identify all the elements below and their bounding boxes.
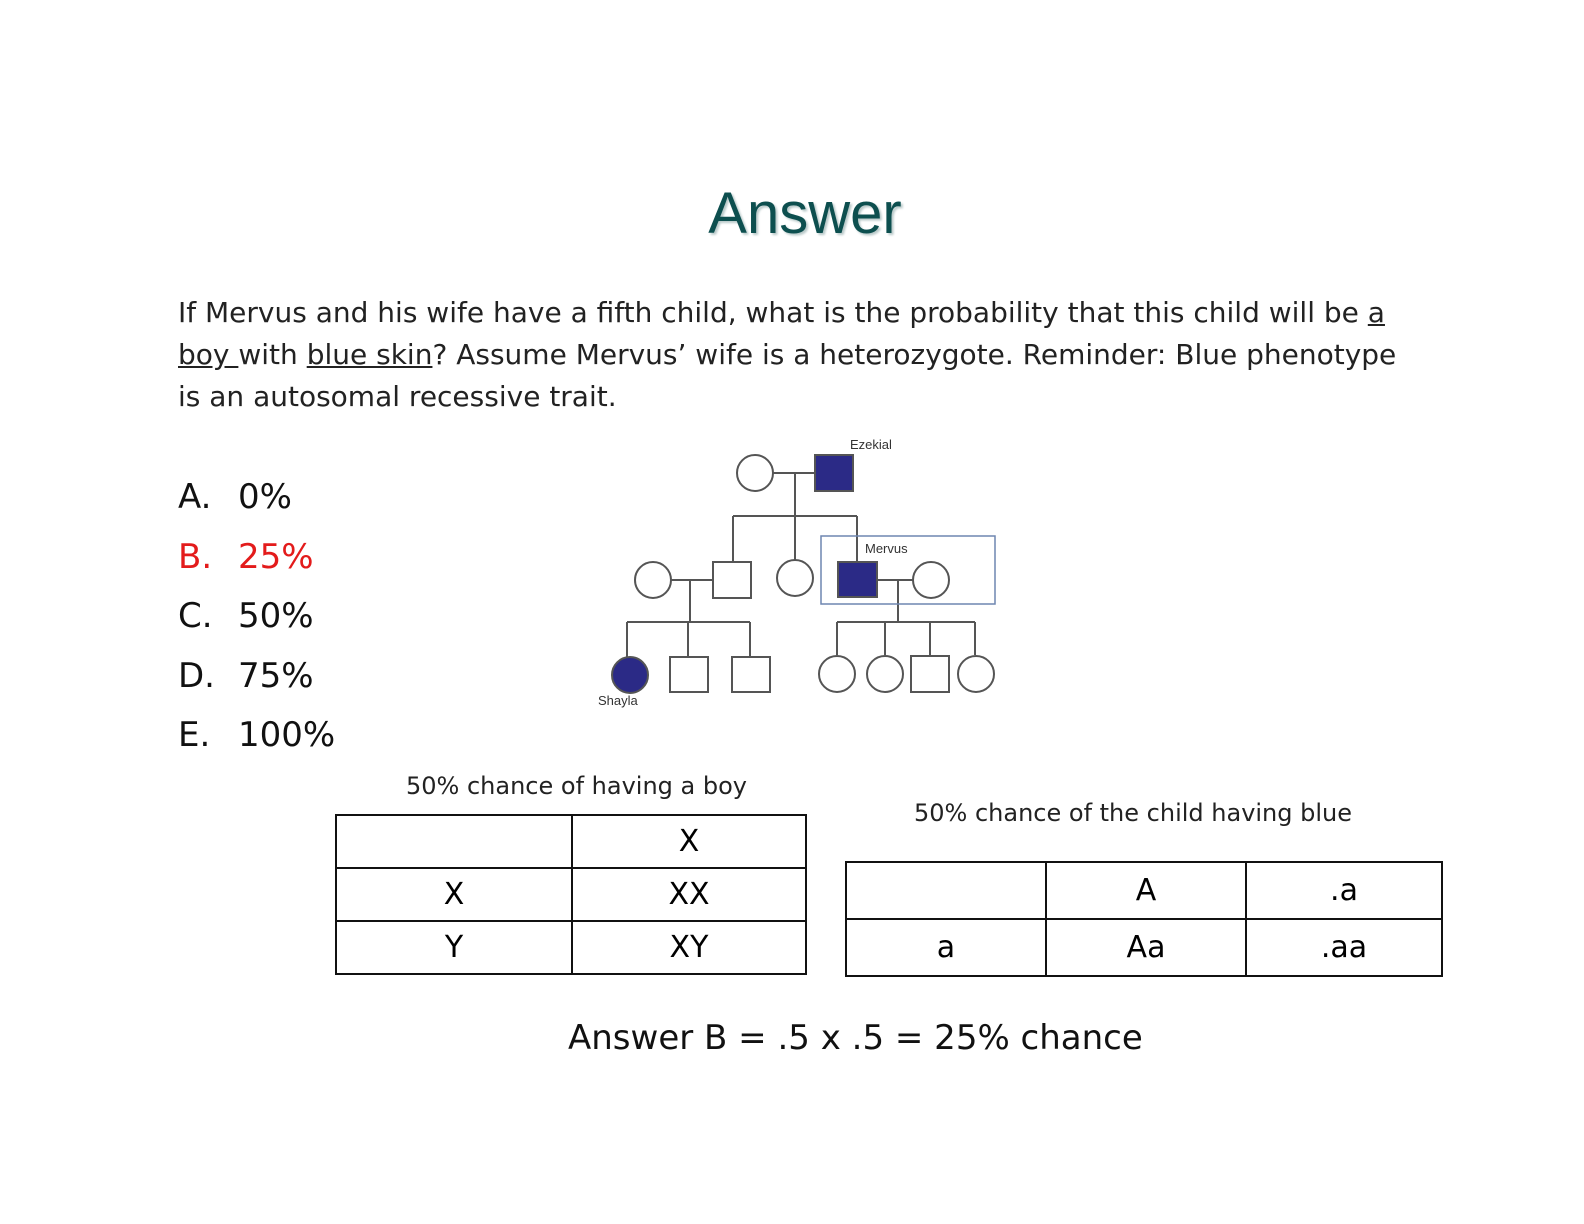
option-d: [178, 651, 335, 711]
option-b-correct: [178, 532, 335, 592]
table-row: [846, 919, 1442, 976]
shayla-label: Shayla: [598, 693, 638, 708]
option-text: 75%: [238, 655, 314, 696]
trait-punnett-square: [845, 861, 1443, 977]
question-underline-blue-skin: blue skin: [306, 338, 433, 371]
table-cell: a: [846, 919, 1046, 976]
ezekial-label: Ezekial: [850, 437, 892, 452]
table-cell: Aa: [1046, 919, 1246, 976]
pedigree-chart: [580, 430, 1020, 720]
option-letter: E.: [178, 715, 211, 755]
question-part-3: ? Assume Mervus’ wife is a heterozygote. Reminder: Blue phenotype is an autosomal recessive trait.: [178, 338, 1397, 413]
option-e: [178, 710, 335, 770]
option-text: 0%: [238, 477, 292, 517]
option-text: 100%: [238, 715, 336, 755]
option-letter: C.: [178, 596, 213, 636]
table-cell: [336, 815, 572, 868]
question-part-2: with: [238, 338, 307, 371]
table-row: [336, 815, 806, 868]
table-cell: XY: [572, 921, 806, 974]
table-cell: .aa: [1246, 919, 1442, 976]
table-cell: .a: [1246, 862, 1442, 919]
table-cell: A: [1046, 862, 1246, 919]
female-symbol: [867, 656, 903, 692]
table-cell: [846, 862, 1046, 919]
female-symbol: [819, 656, 855, 692]
male-symbol: [713, 562, 751, 598]
table-cell: Y: [336, 921, 572, 974]
option-text: 25%: [238, 536, 314, 577]
male-symbol: [911, 656, 949, 692]
question-underline-boy: a boy: [178, 296, 1385, 371]
trait-table-caption: 50% chance of the child having blue: [914, 799, 1353, 827]
option-a: [178, 472, 335, 532]
mervus-label: Mervus: [865, 541, 908, 556]
male-symbol: [732, 657, 770, 692]
male-symbol: [670, 657, 708, 692]
table-row: [336, 921, 806, 974]
question-part-1: If Mervus and his wife have a fifth child, what is the probability that this child will be: [178, 296, 1368, 329]
option-letter: D.: [178, 655, 215, 696]
answer-formula: Answer B = .5 x .5 = 25% chance: [568, 1018, 1143, 1058]
option-c: [178, 591, 335, 651]
question-text: [178, 292, 1418, 418]
mervus-affected-male-symbol: [838, 562, 877, 597]
female-symbol: [958, 656, 994, 692]
female-symbol: [777, 560, 813, 596]
shayla-affected-female-symbol: [612, 657, 648, 693]
table-row: [336, 868, 806, 921]
female-symbol: [635, 562, 671, 598]
answer-options: [178, 472, 335, 770]
grandmother-symbol: [737, 455, 773, 491]
table-cell: X: [572, 815, 806, 868]
table-row: [846, 862, 1442, 919]
pedigree-symbols: [612, 455, 994, 693]
sex-punnett-square: [335, 814, 807, 975]
table-cell: XX: [572, 868, 806, 921]
option-text: 50%: [238, 596, 314, 636]
option-letter: A.: [178, 477, 212, 517]
sex-table-caption: 50% chance of having a boy: [406, 772, 747, 800]
ezekial-affected-male-symbol: [815, 455, 853, 491]
table-cell: X: [336, 868, 572, 921]
mervus-wife-symbol: [913, 562, 949, 598]
slide-title: Answer: [708, 181, 902, 246]
option-letter: B.: [178, 536, 213, 577]
